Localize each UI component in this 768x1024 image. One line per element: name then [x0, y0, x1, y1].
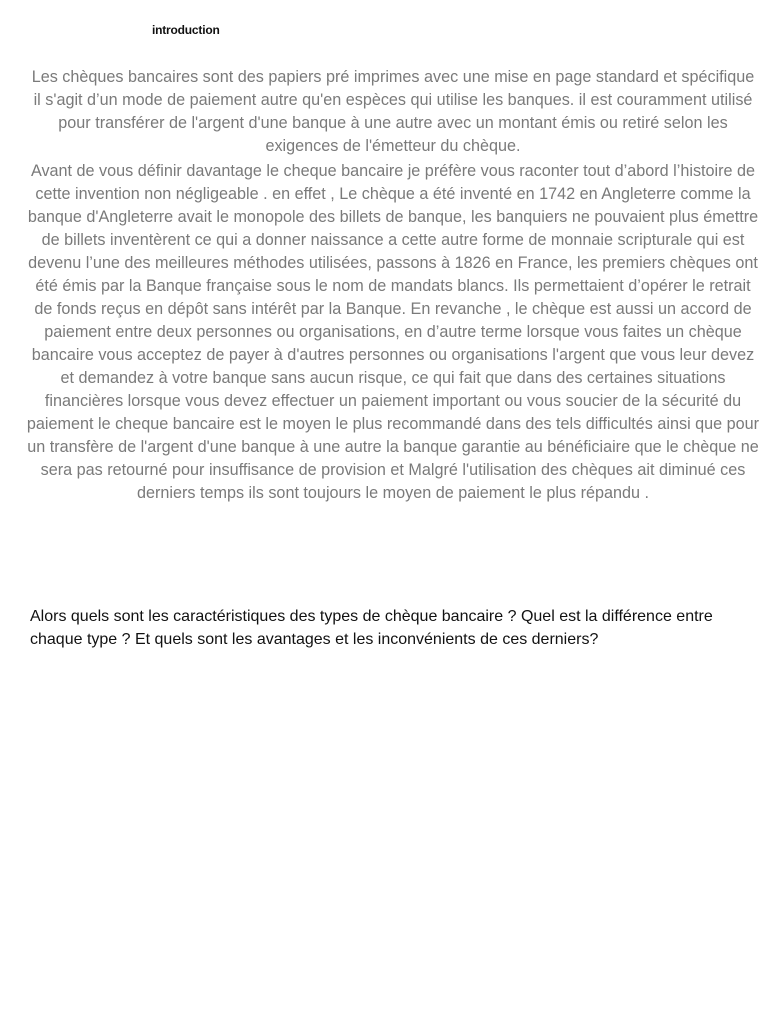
problem-question: Alors quels sont les caractéristiques des types de chèque bancaire ? Quel est la différence entre chaque type ? Et quels sont les avantages et les inconvénients de ces derniers?	[30, 608, 713, 648]
paragraph-definition: Les chèques bancaires sont des papiers pré imprimes avec une mise en page standard et spécifique il s'agit d’un mode de paiement autre qu'en espèces qui utilise les banques. il est couramment utilisé pour transférer de l'argent d'une banque à une autre avec un montant émis ou retiré selon les exigences de l'émetteur du chèque.	[31, 68, 755, 155]
intro-body	[26, 66, 760, 507]
paragraph-history: Avant de vous définir davantage le cheque bancaire je préfère vous raconter tout d’abord l’histoire de cette invention non négligeable . en effet , Le chèque a été inventé en 1742 en Angleterre comme la banque d'Angleterre avait le monopole des billets de banque, les banquiers ne pouvaient plus émettre de billets inventèrent ce qui a donner naissance a cette autre forme de monnaie scripturale qui est devenu l’une des meilleures méthodes utilisées, passons à 1826 en France, les premiers chèques ont été émis par la Banque française sous le nom de mandats blancs. Ils permettaient d’opérer le retrait de fonds reçus en dépôt sans intérêt par la Banque. En revanche , le chèque est aussi un accord de paiement entre deux personnes ou organisations, en d’autre terme lorsque vous faites un chèque bancaire vous acceptez de payer à d'autres personnes ou organisations l'argent que vous leur devez et demandez à votre banque sans aucun risque, ce qui fait que dans des certaines situations financières lorsque vous devez effectuer un paiement important ou vous soucier de la sécurité du paiement le cheque bancaire est le moyen le plus recommandé dans des tels difficultés ainsi que pour un transfère de l'argent d'une banque à une autre la banque garantie au bénéficiaire que le chèque ne sera pas retourné pour insuffisance de provision et Malgré l'utilisation des chèques ait diminué ces derniers temps ils sont toujours le moyen de paiement le plus répandu .	[26, 162, 760, 502]
section-heading: introduction	[152, 23, 220, 37]
